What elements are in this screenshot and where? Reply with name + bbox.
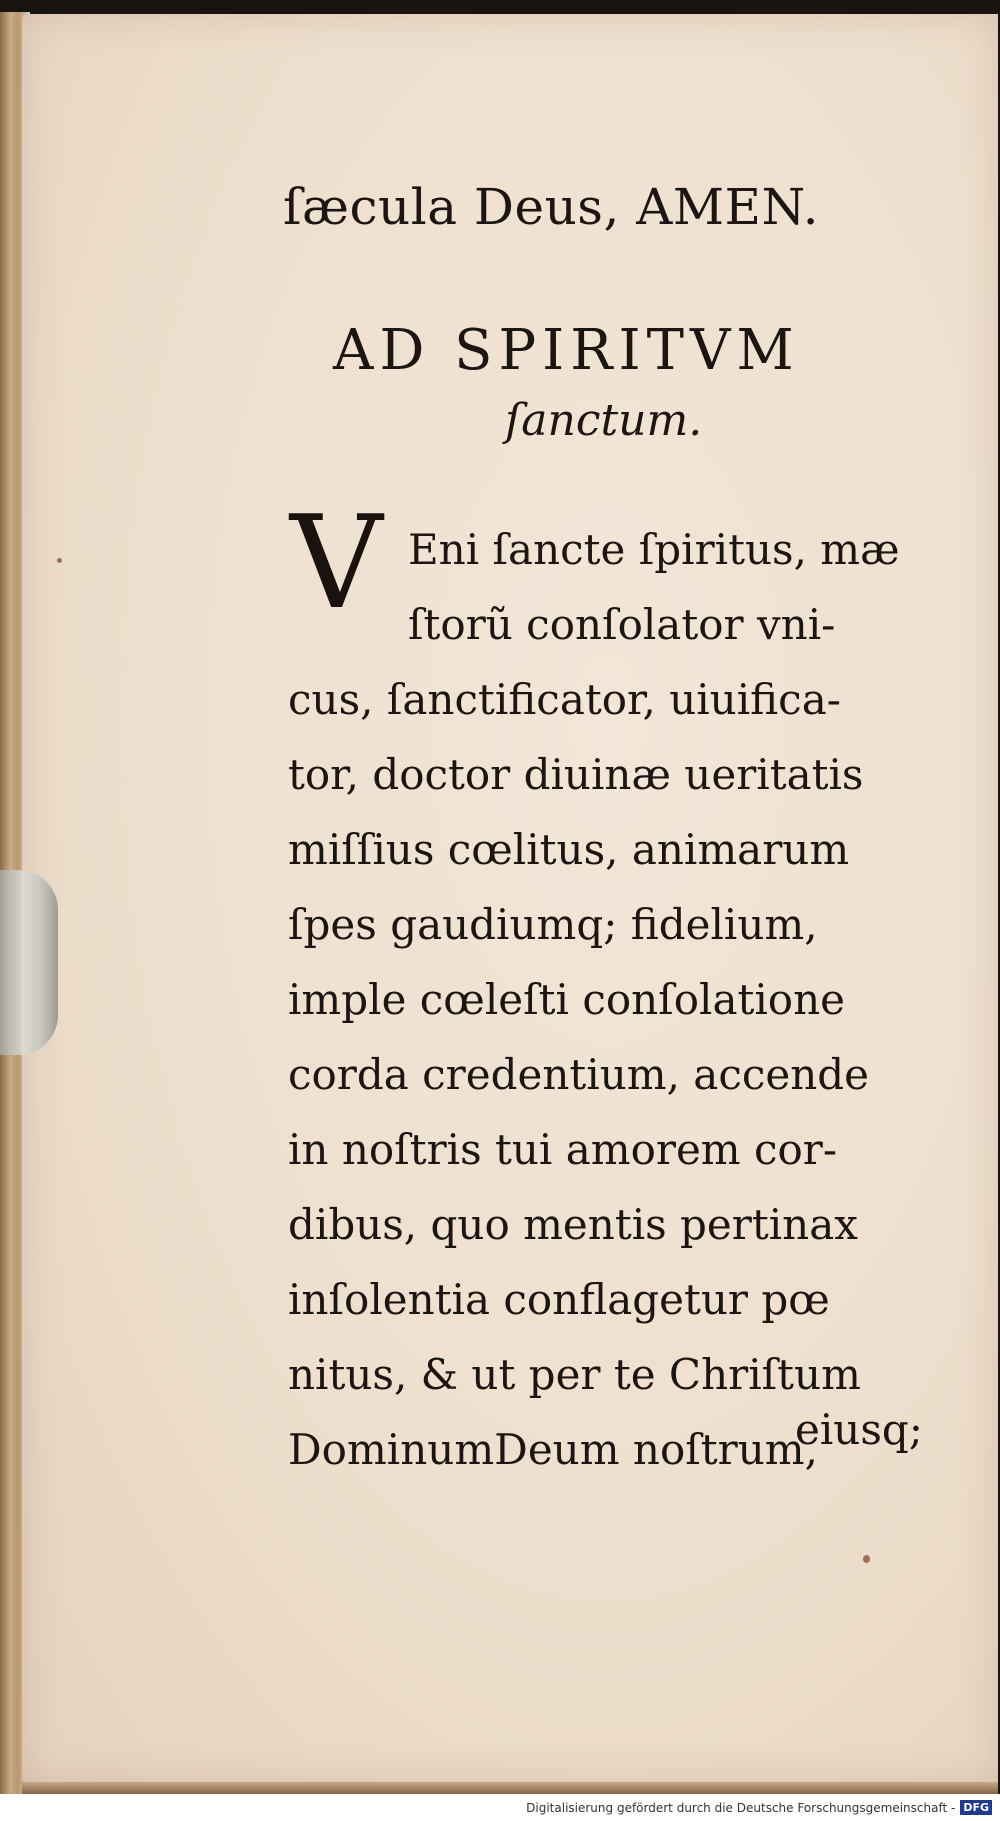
prayer-text (288, 512, 948, 1487)
body-line: ſpes gaudiumq; fidelium, (288, 900, 818, 949)
body-line: imple cœleſti conſolatione (288, 975, 845, 1024)
body-line: nitus, & ut per te Chriſtum (288, 1350, 861, 1399)
page-clip (0, 870, 58, 1055)
body-line: inſolentia conflagetur pœ (288, 1275, 830, 1324)
body-line: dibus, quo mentis pertinax (288, 1200, 858, 1249)
body-line: tor, doctor diuinæ ueritatis (288, 750, 864, 799)
dfg-logo: DFG (960, 1800, 992, 1815)
body-line: Eni ſancte ſpiritus, mæ (408, 525, 900, 574)
body-line: DominumDeum noſtrum, (288, 1425, 818, 1474)
paper-speck (863, 1555, 870, 1563)
subheading-sanctum: ſanctum. (505, 395, 703, 446)
body-line: in noſtris tui amorem cor- (288, 1125, 838, 1174)
credit-text: Digitalisierung gefördert durch die Deutsche Forschungsgemeinschaft - (526, 1800, 956, 1815)
text-line-saecula: ſæcula Deus, AMEN. (283, 178, 819, 236)
paper-speck (57, 558, 62, 563)
heading-ad-spiritum: AD SPIRITVM (333, 318, 800, 383)
drop-cap-initial: V (290, 489, 383, 638)
digitization-credit-bar (0, 1794, 1000, 1821)
catchword: eiusq; (795, 1405, 923, 1454)
body-line: ſtorũ conſolator vni- (408, 600, 836, 649)
body-line: corda credentium, accende (288, 1050, 870, 1099)
body-line: miſſius cœlitus, animarum (288, 825, 850, 874)
body-line: cus, ſanctificator, uiuifica- (288, 675, 841, 724)
